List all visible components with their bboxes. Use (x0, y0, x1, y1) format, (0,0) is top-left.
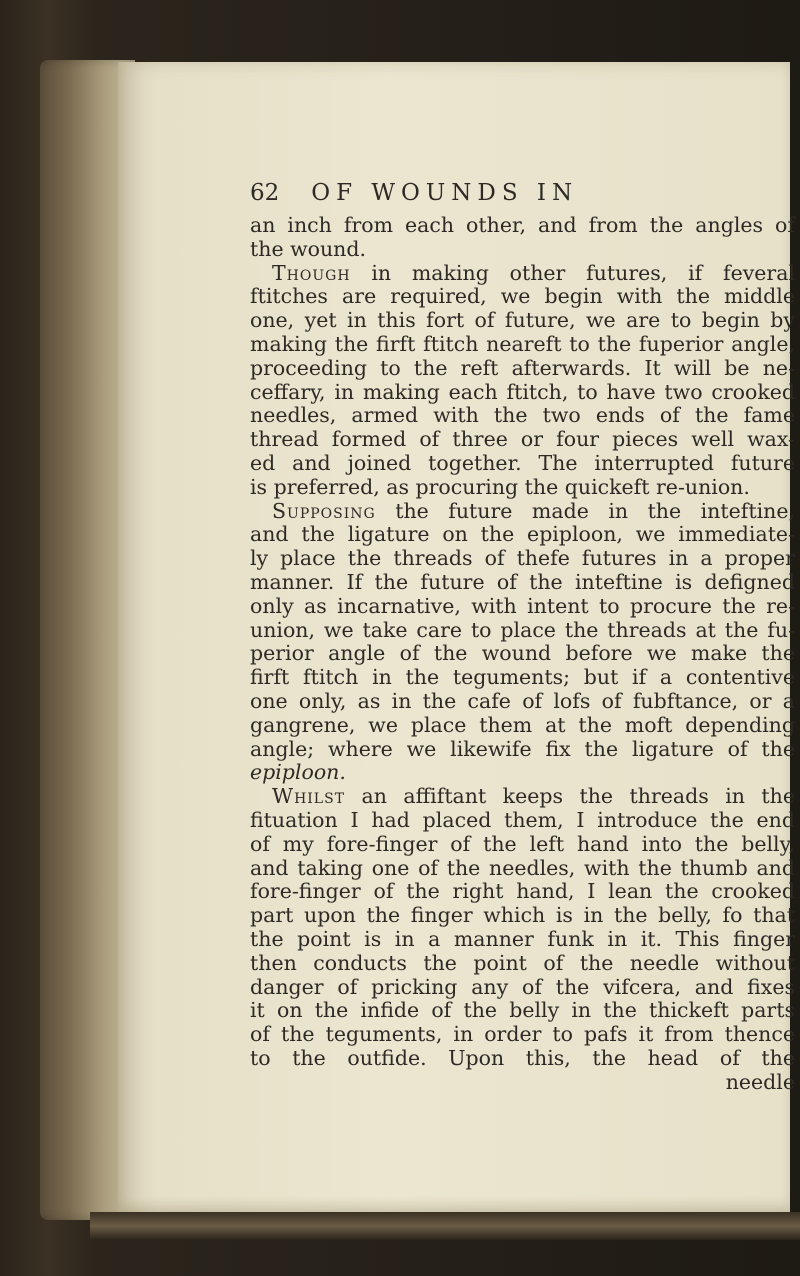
catchword: needle (725, 1069, 795, 1094)
page-number: 62 (250, 180, 280, 206)
text-line: of my fore-finger of the left hand into the belly, (250, 831, 795, 856)
text-line (250, 785, 795, 809)
running-title: OF WOUNDS IN (311, 180, 579, 206)
text-line: danger of pricking any of the vifcera, and fixes (250, 974, 795, 999)
paragraph-1 (250, 214, 795, 262)
text-line: the wound. (250, 236, 367, 261)
text-line: firft ftitch in the teguments; but if a contentive (250, 665, 795, 690)
running-head (250, 182, 795, 212)
text-line: proceeding to the reft afterwards. It will be ne- (250, 355, 795, 380)
text-line: one only, as in the cafe of lofs of fubftance, or a (250, 688, 795, 713)
text-line: manner. If the future of the inteftine is defigned (250, 569, 795, 594)
line-text: the future made in the inteftine, (375, 498, 795, 523)
text-line: part upon the finger which is in the belly, fo that (250, 903, 795, 928)
text-line (250, 761, 795, 785)
text-line: the point is in a manner funk in it. This finger (250, 926, 795, 951)
text-line (250, 500, 795, 524)
text-line: and the ligature on the epiploon, we immediate- (250, 522, 795, 547)
text-line: angle; where we likewife fix the ligature of the (250, 736, 795, 761)
text-line: of the teguments, in order to pafs it from thence (250, 1022, 795, 1047)
text-line: an inch from each other, and from the angles of (250, 213, 795, 237)
text-line: ed and joined together. The interrupted future (250, 450, 795, 475)
text-line: only as incarnative, with intent to procure the re- (250, 593, 795, 618)
text-line: fore-finger of the right hand, I lean the crooked (250, 879, 795, 904)
book-bottom-edge (90, 1212, 800, 1240)
text-line: one, yet in this fort of future, we are to begin by (250, 308, 795, 333)
text-line: to the outfide. Upon this, the head of the (250, 1045, 795, 1070)
text-line: is preferred, as procuring the quickeft re-union. (250, 474, 750, 499)
paragraph-lead: Whilst (272, 784, 346, 809)
page-text (250, 182, 795, 1094)
text-line: it on the infide of the belly in the thickeft parts (250, 998, 795, 1023)
line-text: an affiftant keeps the threads in the (345, 784, 795, 809)
text-line: gangrene, we place them at the moft depending (250, 712, 795, 737)
paragraph-4 (250, 785, 795, 1094)
text-line (250, 262, 795, 286)
text-line: then conducts the point of the needle without (250, 950, 795, 975)
paragraph-3 (250, 500, 795, 786)
line-text: in making other futures, if feveral (350, 260, 795, 285)
text-line: union, we take care to place the threads at the fu- (250, 617, 795, 642)
paragraph-2 (250, 262, 795, 500)
text-line: perior angle of the wound before we make the (250, 641, 795, 666)
text-line: fituation I had placed them, I introduce the end (250, 807, 795, 832)
paragraph-lead: Supposing (272, 498, 376, 523)
text-line: needles, armed with the two ends of the fame (250, 403, 795, 428)
italic-term: epiploon. (250, 760, 346, 785)
text-line: and taking one of the needles, with the thumb and (250, 855, 795, 880)
text-line: ly place the threads of thefe futures in a proper (250, 546, 795, 571)
text-line: ftitches are required, we begin with the middle (250, 284, 795, 309)
text-line: thread formed of three or four pieces well wax- (250, 427, 795, 452)
text-line: ceffary, in making each ftitch, to have two crooked (250, 379, 795, 404)
text-line: making the firft ftitch neareft to the fuperior angle, (250, 331, 795, 356)
paragraph-lead: Though (272, 260, 351, 285)
